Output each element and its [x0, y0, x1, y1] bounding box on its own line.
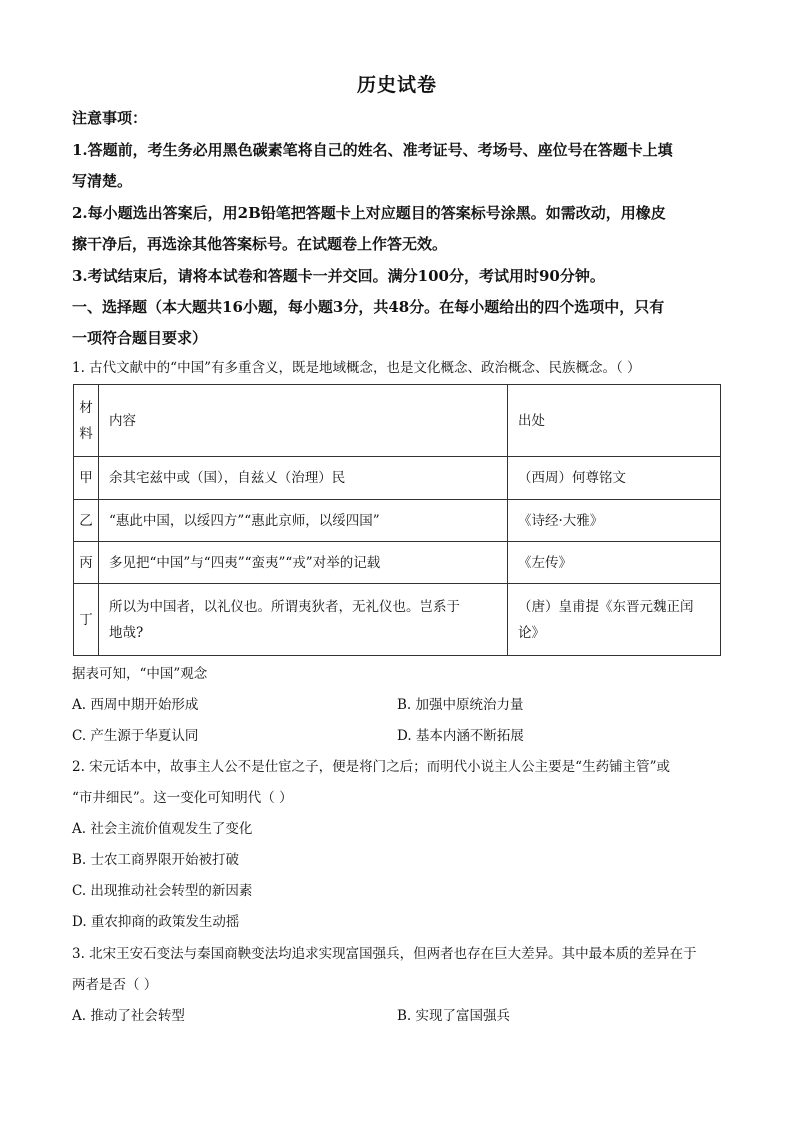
table-cell: （西周）何尊铭文 [508, 457, 721, 500]
notice-line: 2.每小题选出答案后，用2B铅笔把答题卡上对应题目的答案标号涂黑。如需改动，用橡皮 [72, 204, 666, 222]
notice-heading: 注意事项： [72, 109, 148, 127]
table-cell-line: 所以为中国者，以礼仪也。所谓夷狄者，无礼仪也。岂系于 [109, 598, 460, 615]
option-d: D. 基本内涵不断拓展 [397, 728, 524, 744]
table-row [74, 500, 721, 542]
table-row [74, 457, 721, 500]
option-c: C. 出现推动社会转型的新因素 [72, 883, 253, 899]
table-cell: 乙 [74, 500, 99, 542]
table-cell-line: （唐）皇甫提《东晋元魏正闰 [518, 598, 694, 615]
option-b: B. 士农工商界限开始被打破 [72, 852, 240, 868]
question-2-stem: 2. 宋元话本中，故事主人公不是仕宦之子，便是将门之后；而明代小说主人公主要是“生药铺主管”或 [72, 759, 670, 775]
table-cell-line: 地哉? [109, 624, 144, 641]
table-cell-line: 论》 [518, 624, 545, 641]
option-c: C. 产生源于华夏认同 [72, 728, 199, 744]
section-heading: 一、选择题（本大题共16小题，每小题3分，共48分。在每小题给出的四个选项中，只有 [72, 298, 665, 316]
option-a: A. 社会主流价值观发生了变化 [72, 821, 253, 837]
table-header-row [74, 385, 721, 457]
table-cell [99, 584, 508, 656]
table-cell [508, 584, 721, 656]
table-row [74, 542, 721, 584]
question-3-stem: 两者是否（ ） [72, 977, 158, 993]
option-b: B. 加强中原统治力量 [397, 697, 524, 713]
table-cell: 多见把“中国”与“四夷”“蛮夷”“戎”对举的记载 [99, 542, 508, 584]
table-header-cell: 内容 [99, 385, 508, 457]
option-a: A. 西周中期开始形成 [72, 697, 199, 713]
notice-line: 写清楚。 [72, 172, 133, 190]
question-1-stem: 1. 古代文献中的“中国”有多重含义，既是地域概念，也是文化概念、政治概念、民族概念。（ ） [72, 360, 641, 376]
table-cell: 余其宅兹中或（国），自兹乂（治理）民 [99, 457, 508, 500]
table-cell: 《左传》 [508, 542, 721, 584]
notice-line: 擦干净后，再选涂其他答案标号。在试题卷上作答无效。 [72, 235, 448, 253]
section-heading: 一项符合题目要求） [72, 329, 208, 347]
notice-line: 1.答题前，考生务必用黑色碳素笔将自己的姓名、准考证号、考场号、座位号在答题卡上填 [72, 141, 673, 159]
table-header-cell: 材料 [74, 385, 99, 457]
table-row [74, 584, 721, 656]
page-title: 历史试卷 [356, 74, 437, 96]
question-1-followup: 据表可知，“中国”观念 [72, 666, 208, 682]
table-cell: 《诗经·大雅》 [508, 500, 721, 542]
table-cell: “惠此中国，以绥四方”“惠此京师，以绥四国” [99, 500, 508, 542]
table-cell: 丙 [74, 542, 99, 584]
table-cell: 丁 [74, 584, 99, 656]
table-header-cell: 出处 [508, 385, 721, 457]
notice-line: 3.考试结束后，请将本试卷和答题卡一并交回。满分100分，考试用时90分钟。 [72, 267, 605, 285]
option-d: D. 重农抑商的政策发生动摇 [72, 914, 240, 930]
option-b: B. 实现了富国强兵 [397, 1008, 511, 1024]
materials-table [73, 384, 721, 656]
table-cell: 甲 [74, 457, 99, 500]
question-3-stem: 3. 北宋王安石变法与秦国商鞅变法均追求实现富国强兵，但两者也存在巨大差异。其中最本质的差异在于 [72, 946, 697, 962]
option-a: A. 推动了社会转型 [72, 1008, 185, 1024]
question-2-stem: “市井细民”。这一变化可知明代（ ） [72, 790, 293, 806]
